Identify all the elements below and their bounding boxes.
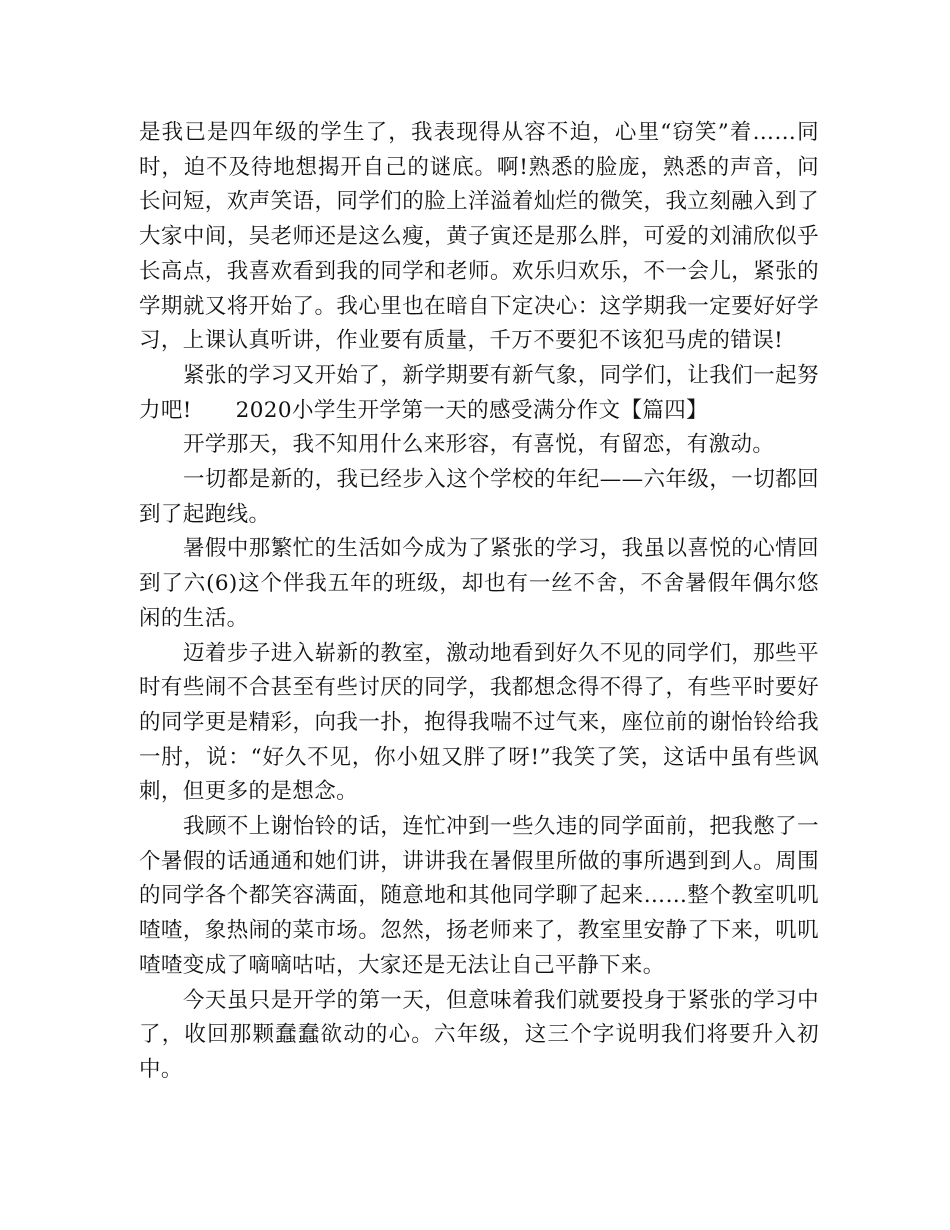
paragraph-2: 紧张的学习又开始了，新学期要有新气象，同学们，让我们一起努力吧! 2020小学生开学第一天的感受满分作文【篇四】 bbox=[139, 362, 819, 423]
paragraph-5: 暑假中那繁忙的生活如今成为了紧张的学习，我虽以喜悦的心情回到了六(6)这个伴我五年的班级，却也有一丝不舍，不舍暑假年偶尔悠闲的生活。 bbox=[139, 536, 819, 631]
document-body bbox=[139, 116, 819, 1088]
paragraph-8: 今天虽只是开学的第一天，但意味着我们就要投身于紧张的学习中了，收回那颗蠢蠢欲动的心。六年级，这三个字说明我们将要升入初中。 bbox=[139, 987, 819, 1082]
paragraph-3: 开学那天，我不知用什么来形容，有喜悦，有留恋，有激动。 bbox=[183, 432, 775, 458]
paragraph-7: 我顾不上谢怡铃的话，连忙冲到一些久违的同学面前，把我憋了一个暑假的话通通和她们讲，讲讲我在暑假里所做的事所遇到到人。周围的同学各个都笑容满面，随意地和其他同学聊了起来……整个教室叽叽喳喳，象热闹的菜市场。忽然，扬老师来了，教室里安静了下来，叽叽喳喳变成了嘀嘀咕咕，大家还是无法让自己平静下来。 bbox=[139, 814, 819, 978]
paragraph-6: 迈着步子进入崭新的教室，激动地看到好久不见的同学们，那些平时有些闹不合甚至有些讨厌的同学，我都想念得不得了，有些平时要好的同学更是精彩，向我一扑，抱得我喘不过气来，座位前的谢怡铃给我一肘，说：“好久不见，你小妞又胖了呀!”我笑了笑，这话中虽有些讽刺，但更多的是想念。 bbox=[139, 640, 819, 805]
paragraph-1: 是我已是四年级的学生了，我表现得从容不迫，心里“窃笑”着……同时，迫不及待地想揭开自己的谜底。啊!熟悉的脸庞，熟悉的声音，问长问短，欢声笑语，同学们的脸上洋溢着灿烂的微笑，我立刻融入到了大家中间，吴老师还是这么瘦，黄子寅还是那么胖，可爱的刘浦欣似乎长高点，我喜欢看到我的同学和老师。欢乐归欢乐，不一会儿，紧张的学期就又将开始了。我心里也在暗自下定决心：这学期我一定要好好学习，上课认真听讲，作业要有质量，千万不要犯不该犯马虎的错误! bbox=[139, 120, 819, 354]
paragraph-4: 一切都是新的，我已经步入这个学校的年纪——六年级，一切都回到了起跑线。 bbox=[139, 467, 819, 527]
